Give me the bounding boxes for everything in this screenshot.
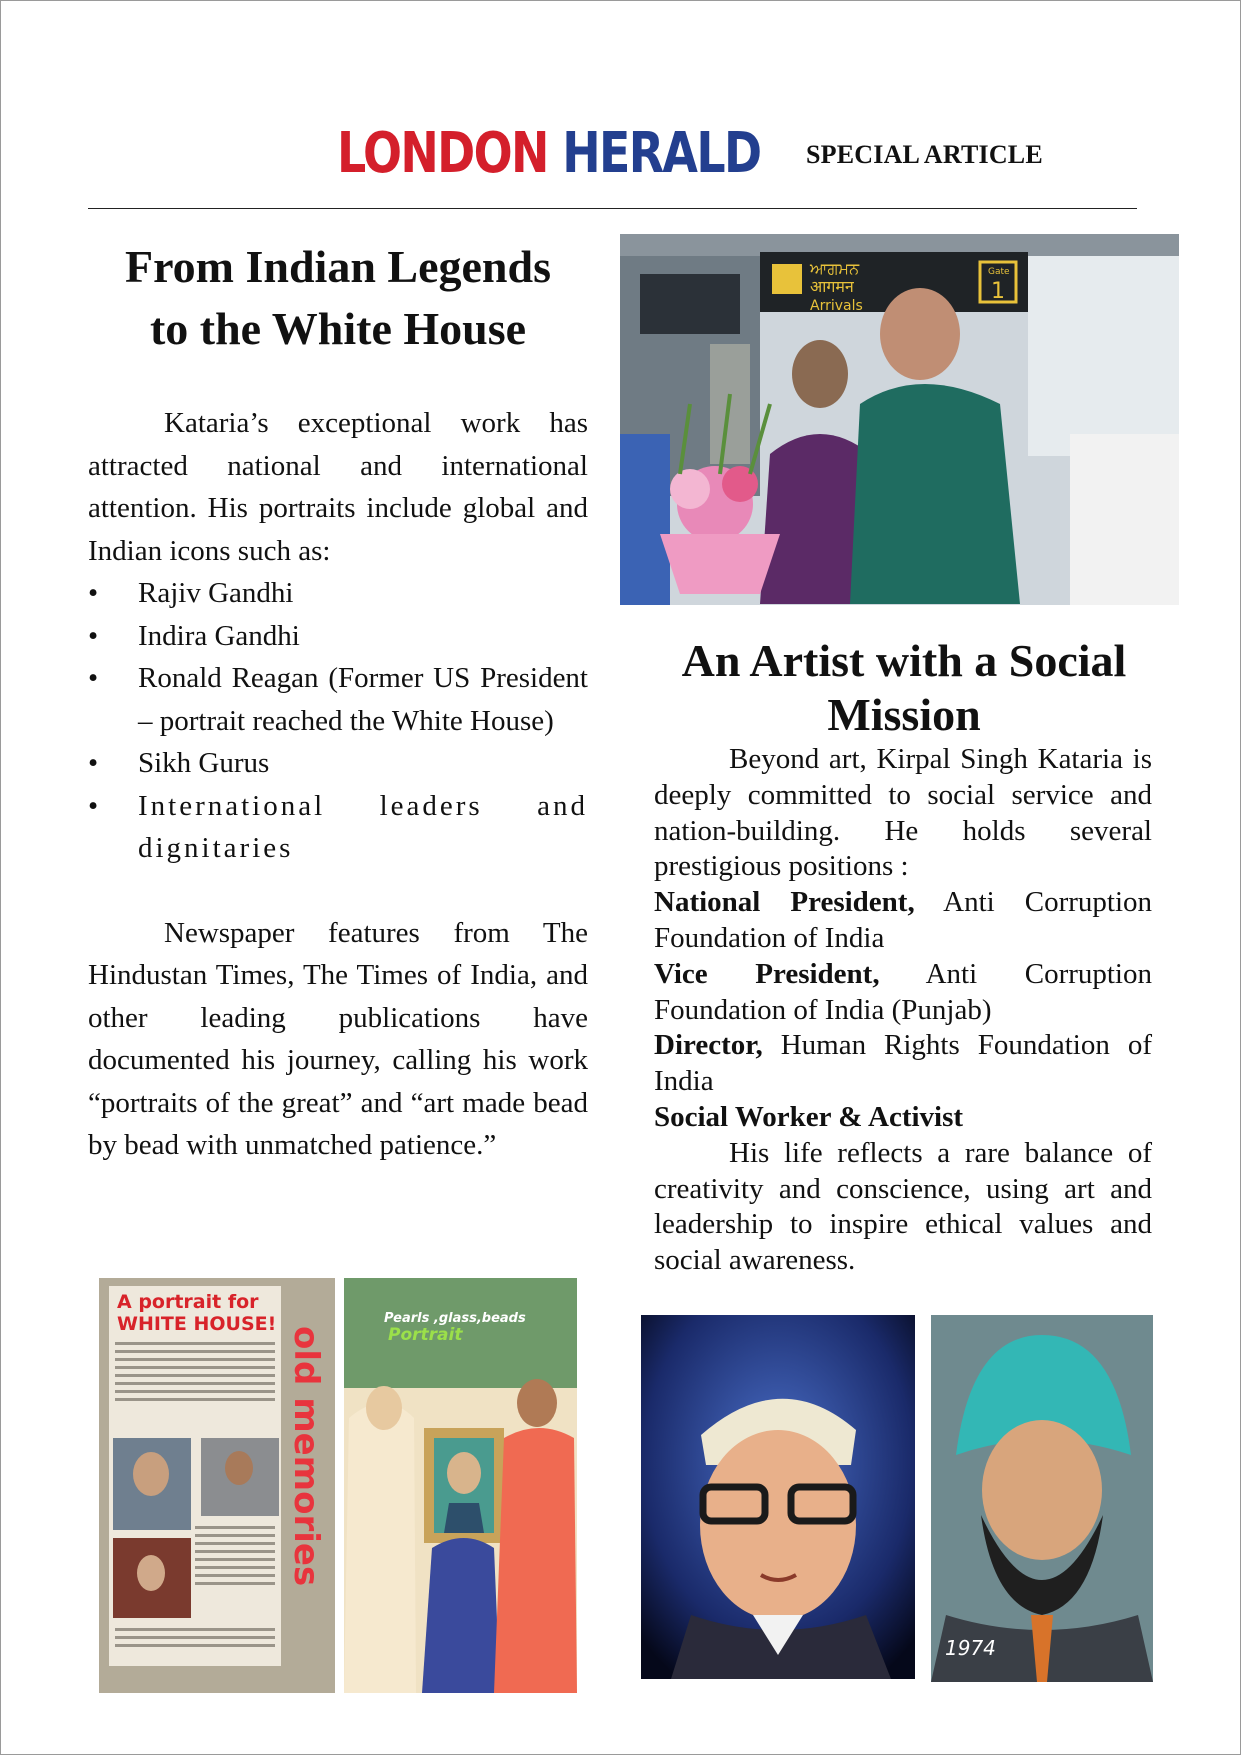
left-article: [88, 402, 588, 1167]
newspaper-logo: [337, 121, 761, 186]
beads-caption-2: Portrait: [388, 1325, 463, 1345]
painted-portrait-cap: [641, 1315, 915, 1679]
position-item: National President, Anti Corruption Foundation of India: [654, 886, 1153, 954]
icon-list: [88, 572, 588, 870]
clipping-art: [99, 1278, 335, 1693]
position-item: Social Worker & Activist: [654, 1100, 964, 1133]
newspaper-clipping-photo: [99, 1278, 335, 1693]
beads-photo-art: [344, 1278, 577, 1693]
portrait-turban-art: [931, 1315, 1153, 1682]
airport-welcome-photo: [620, 234, 1179, 605]
right-article: [654, 742, 1152, 1279]
painted-portrait-turban: [931, 1315, 1153, 1682]
airport-photo-art: [620, 234, 1179, 605]
position-item: Director, Human Rights Foundation of India: [654, 1029, 1152, 1098]
masthead: [0, 118, 1241, 188]
sign-text-1: ਆਗਮਨ: [810, 259, 860, 278]
list-item: • Indira Gandhi: [88, 615, 588, 658]
section-label: SPECIAL ARTICLE: [806, 140, 1043, 169]
header-divider: [88, 208, 1137, 209]
right-closing: His life reflects a rare balance of creativity and conscience, using art and leadership to inspire ethical values and social awareness.: [654, 1136, 1152, 1277]
left-closing: Newspaper features from The Hindustan Times, The Times of India, and other leading publications have documented his journey, calling his work “portraits of the great” and “art made bead by bead with unmatched patience.”: [88, 916, 588, 1161]
gate-label: Gate: [988, 267, 1010, 277]
clipping-headline-1: A portrait for: [117, 1291, 259, 1313]
sign-text-2: आगमन: [810, 277, 854, 296]
clipping-headline-2: WHITE HOUSE!: [117, 1313, 277, 1335]
list-item: • Rajiv Gandhi: [88, 572, 588, 615]
left-intro: Kataria’s exceptional work has attracted national and international attention. His portraits include global and Indian icons such as:: [88, 407, 588, 567]
list-item: • Ronald Reagan (Former US President – portrait reached the White House): [88, 657, 588, 742]
logo-herald: HERALD: [562, 121, 761, 186]
portrait-cap-art: [641, 1315, 915, 1679]
right-intro: Beyond art, Kirpal Singh Kataria is deeply committed to social service and nation-building. He holds several prestigious positions :: [654, 743, 1152, 883]
position-item: Vice President, Anti Corruption Foundation of India (Punjab): [654, 957, 1152, 1026]
list-item: • International leaders and dignitaries: [88, 785, 588, 870]
gate-number: 1: [991, 279, 1005, 304]
beads-portrait-photo: [344, 1278, 577, 1693]
portrait-year: 1974: [945, 1636, 996, 1660]
list-item: • Sikh Gurus: [88, 742, 588, 785]
right-heading: An Artist with a Social Mission: [681, 635, 1127, 740]
logo-london: LONDON: [337, 121, 548, 186]
sign-text-3: Arrivals: [810, 298, 863, 314]
beads-caption-1: Pearls ,glass,beads: [384, 1311, 526, 1326]
left-heading: From Indian Legends to the White House: [124, 241, 552, 354]
clipping-caption: old memories: [286, 1326, 326, 1587]
